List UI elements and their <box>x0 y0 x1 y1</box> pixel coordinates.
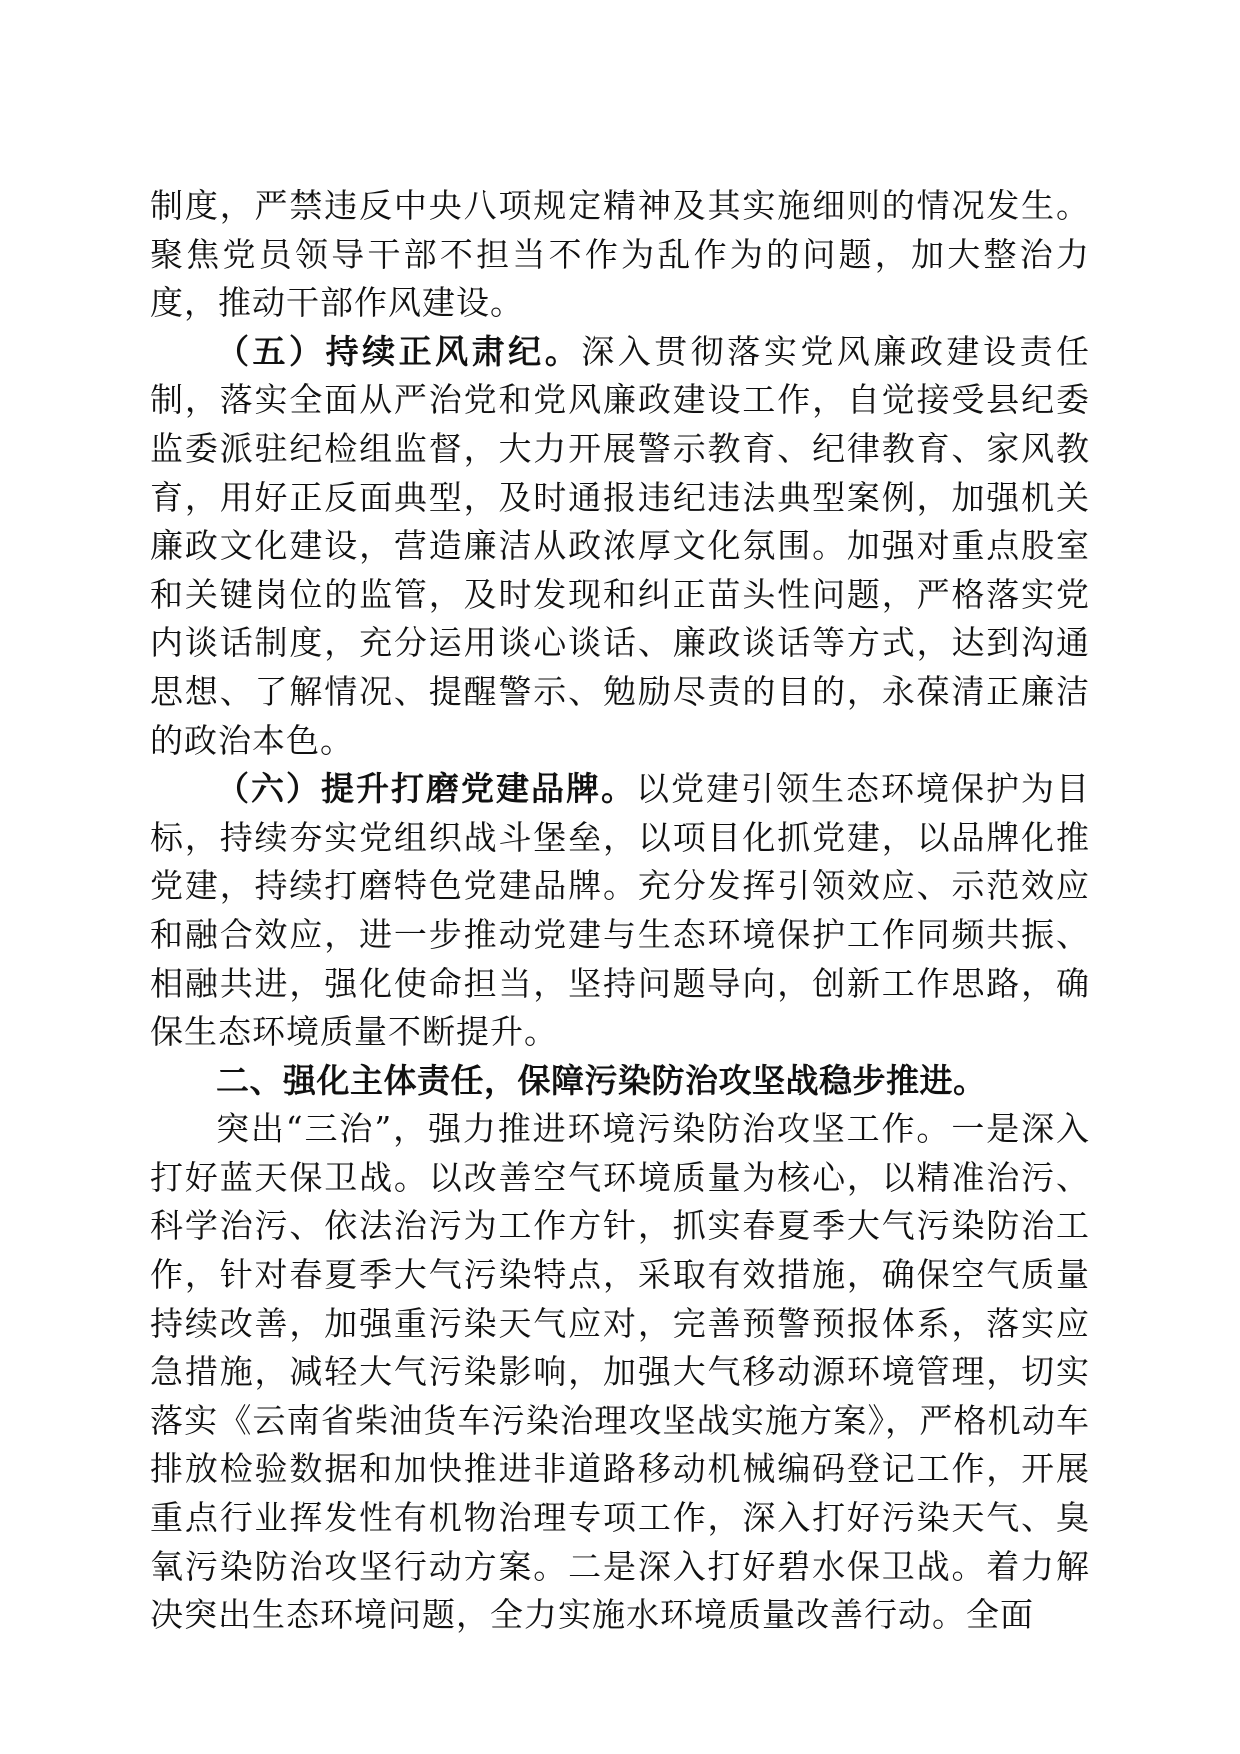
paragraph-six-body: 以党建引领生态环境保护为目标，持续夯实党组织战斗堡垒，以项目化抓党建，以品牌化推党建，持续打磨特色党建品牌。充分发挥引领效应、示范效应和融合效应，进一步推动党建与生态环境保护工作同频共振、相融共进，强化使命担当，坚持问题导向，创新工作思路，确保生态环境质量不断提升。 <box>150 769 1090 1052</box>
section-heading-two: 二、强化主体责任，保障污染防治攻坚战稳步推进。 <box>216 1060 987 1100</box>
paragraph-five-body: 深入贯彻落实党风廉政建设责任制，落实全面从严治党和党风廉政建设工作，自觉接受县纪委监委派驻纪检组监督，大力开展警示教育、纪律教育、家风教育，用好正反面典型，及时通报违纪违法典型案例，加强机关廉政文化建设，营造廉洁从政浓厚文化氛围。加强对重点股室和关键岗位的监管，及时发现和纠正苗头性问题，严格落实党内谈话制度，充分运用谈心谈话、廉政谈话等方式，达到沟通思想、了解情况、提醒警示、勉励尽责的目的，永葆清正廉洁的政治本色。 <box>150 331 1091 760</box>
subheading-six: （六）提升打磨党建品牌。 <box>216 769 636 809</box>
paragraph-continuation: 制度，严禁违反中央八项规定精神及其实施细则的情况发生。聚焦党员领导干部不担当不作为乱作为的问题，加大整治力度，推动干部作风建设。 <box>150 186 1090 323</box>
document-body <box>150 182 1090 1640</box>
paragraph-section-five <box>150 328 1090 765</box>
subheading-five: （五）持续正风肃纪。 <box>216 331 582 371</box>
paragraph-three-governance: 突出“三治”，强力推进环境污染防治攻坚工作。一是深入打好蓝天保卫战。以改善空气环境质量为核心，以精准治污、科学治污、依法治污为工作方针，抓实春夏季大气污染防治工作，针对春夏季大气污染特点，采取有效措施，确保空气质量持续改善，加强重污染天气应对，完善预警预报体系，落实应急措施，减轻大气污染影响，加强大气移动源环境管理，切实落实《云南省柴油货车污染治理攻坚战实施方案》，严格机动车排放检验数据和加快推进非道路移动机械编码登记工作，开展重点行业挥发性有机物治理专项工作，深入打好污染天气、臭氧污染防治攻坚行动方案。二是深入打好碧水保卫战。着力解决突出生态环境问题，全力实施水环境质量改善行动。全面 <box>150 1109 1090 1635</box>
paragraph-section-six <box>150 765 1090 1057</box>
